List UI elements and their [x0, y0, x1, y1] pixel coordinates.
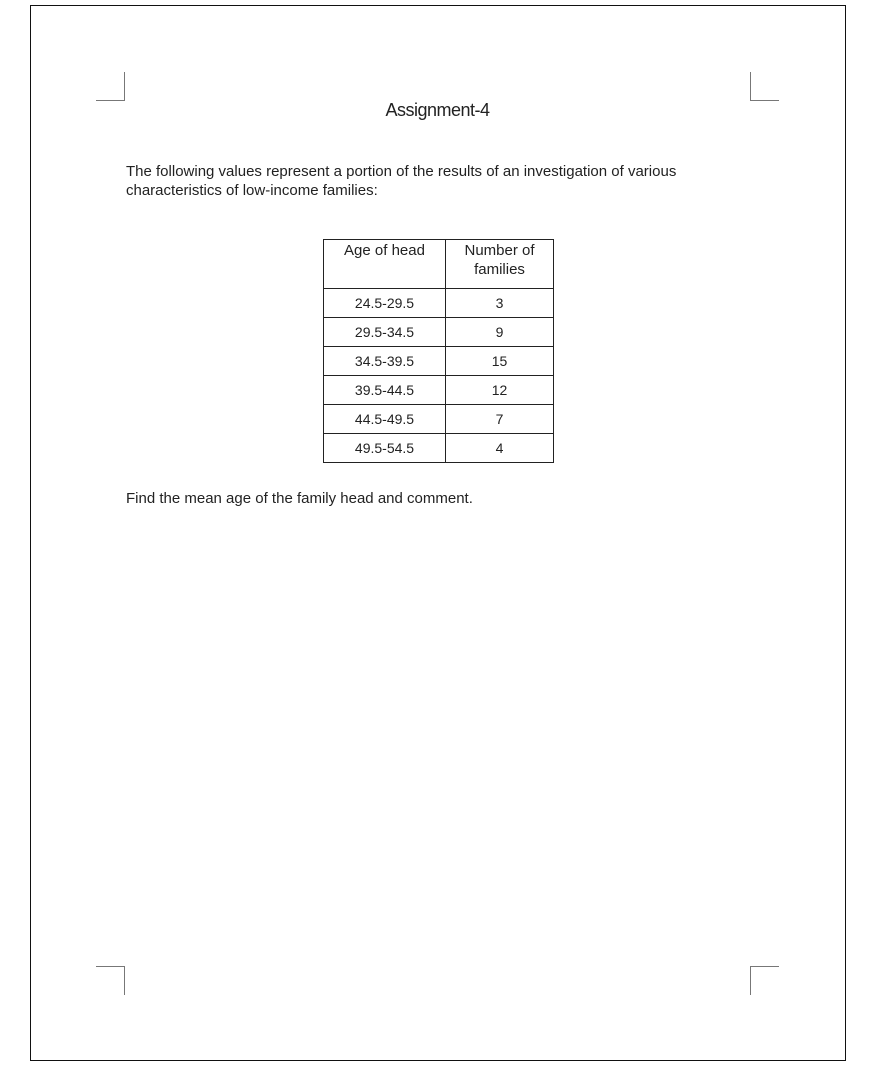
families-cell: 9: [446, 318, 554, 347]
page-title: Assignment-4: [385, 100, 490, 120]
families-cell: 15: [446, 347, 554, 376]
margin-corner-mark: [96, 72, 125, 101]
table-row: [324, 376, 554, 405]
margin-corner-mark: [96, 966, 125, 995]
table-row: [324, 434, 554, 463]
header-families-text: Number of families: [464, 242, 535, 278]
families-cell: 3: [446, 289, 554, 318]
margin-corner-mark: [750, 72, 779, 101]
families-cell: 7: [446, 405, 554, 434]
table-row: [324, 347, 554, 376]
age-cell: 34.5-39.5: [324, 347, 446, 376]
table-row: [324, 405, 554, 434]
table-row: [324, 318, 554, 347]
header-families: [446, 240, 554, 289]
families-cell: 4: [446, 434, 554, 463]
age-cell: 29.5-34.5: [324, 318, 446, 347]
table-header-row: [324, 240, 554, 289]
frequency-table: [323, 239, 554, 463]
intro-paragraph: The following values represent a portion of the results of an investigation of various characteristics of low-income families:: [126, 163, 677, 199]
age-cell: 24.5-29.5: [324, 289, 446, 318]
age-cell: 44.5-49.5: [324, 405, 446, 434]
question-text: Find the mean age of the family head and comment.: [126, 490, 473, 507]
age-cell: 49.5-54.5: [324, 434, 446, 463]
age-cell: 39.5-44.5: [324, 376, 446, 405]
families-cell: 12: [446, 376, 554, 405]
table-row: [324, 289, 554, 318]
header-age: Age of head: [324, 240, 446, 289]
margin-corner-mark: [750, 966, 779, 995]
